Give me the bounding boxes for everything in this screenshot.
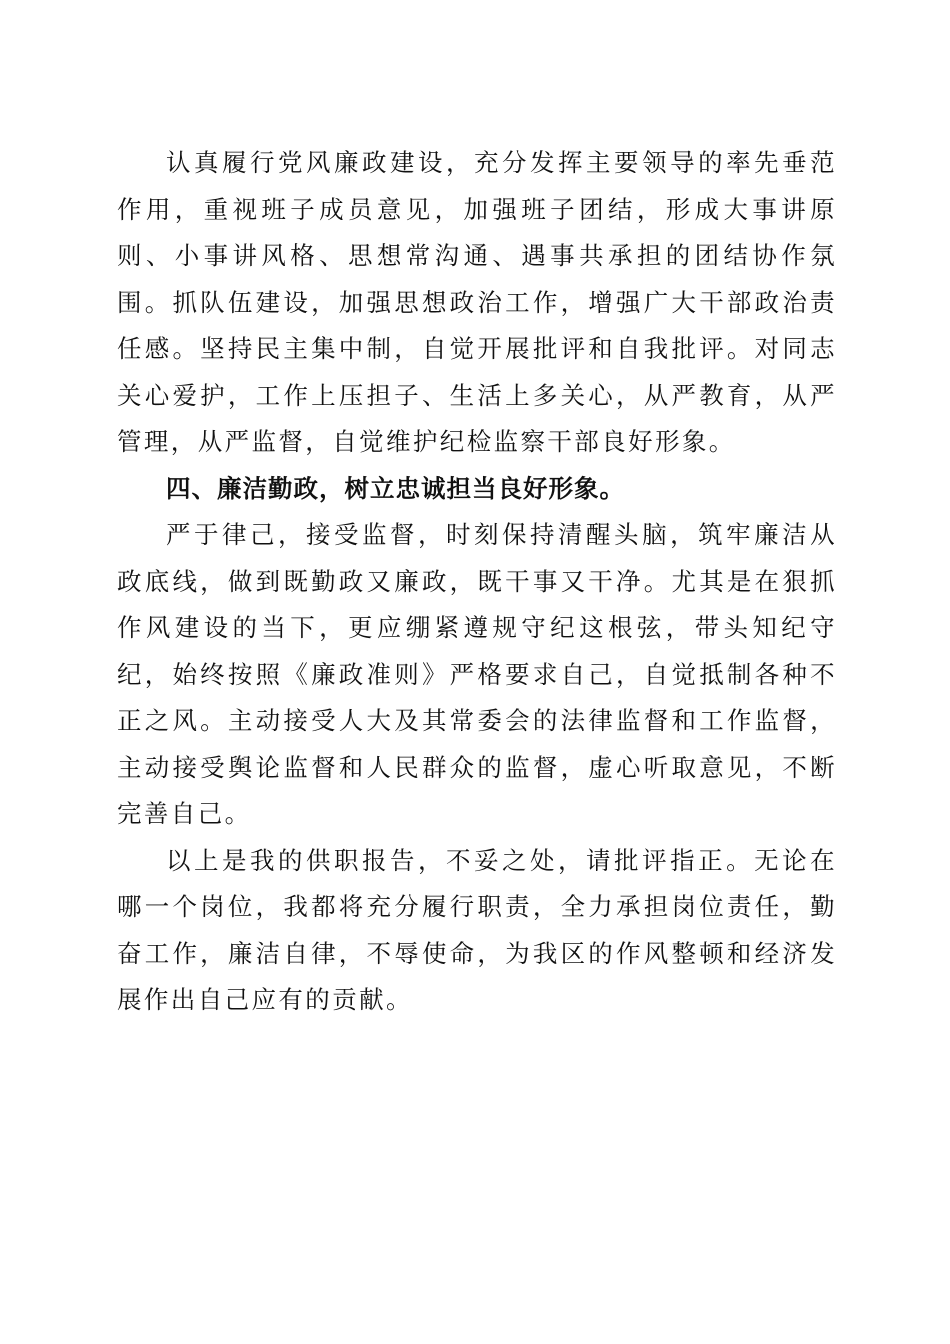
body-paragraph-party-conduct: 认真履行党风廉政建设，充分发挥主要领导的率先垂范作用，重视班子成员意见，加强班子团结，形成大事讲原则、小事讲风格、思想常沟通、遇事共承担的团结协作氛围。抓队伍建设，加强思想政治工作，增强广大干部政治责任感。坚持民主集中制，自觉开展批评和自我批评。对同志关心爱护，工作上压担子、生活上多关心，从严教育，从严管理，从严监督，自觉维护纪检监察干部良好形象。 [117, 148, 837, 456]
section-heading-integrity: 四、廉洁勤政，树立忠诚担当良好形象。 [166, 473, 625, 503]
body-paragraph-closing: 以上是我的供职报告，不妥之处，请批评指正。无论在哪一个岗位，我都将充分履行职责，全力承担岗位责任，勤奋工作，廉洁自律，不辱使命，为我区的作风整顿和经济发展作出自己应有的贡献。 [117, 845, 837, 1014]
document-body [117, 140, 837, 1024]
body-paragraph-self-discipline: 严于律己，接受监督，时刻保持清醒头脑，筑牢廉洁从政底线，做到既勤政又廉政，既干事又干净。尤其是在狠抓作风建设的当下，更应绷紧遵规守纪这根弦，带头知纪守纪，始终按照《廉政准则》严格要求自己，自觉抵制各种不正之风。主动接受人大及其常委会的法律监督和工作监督，主动接受舆论监督和人民群众的监督，虚心听取意见，不断完善自己。 [117, 520, 837, 828]
